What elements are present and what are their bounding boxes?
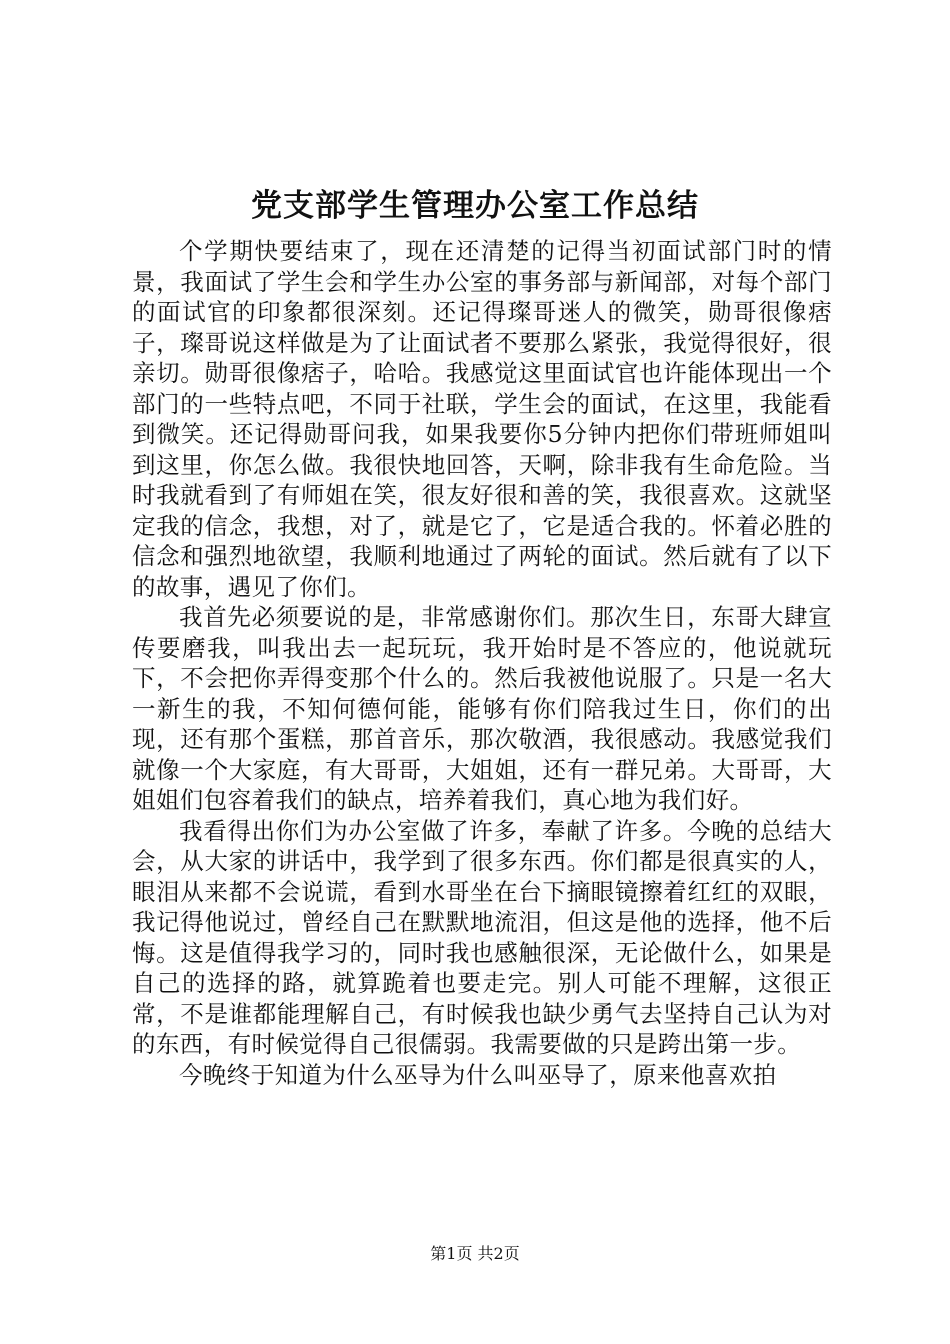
page-footer: 第1页 共2页 <box>430 1244 520 1263</box>
paragraph-2: 我首先必须要说的是，非常感谢你们。那次生日，东哥大肆宣传要磨我，叫我出去一起玩玩，我开始时是不答应的，他说就玩下，不会把你弄得变那个什么的。然后我被他说服了。只是一名大一新生的我，不知何德何能，能够有你们陪我过生日，你们的出现，还有那个蛋糕，那首音乐，那次敬酒，我很感动。我感觉我们就像一个大家庭，有大哥哥，大姐姐，还有一群兄弟。大哥哥，大姐姐们包容着我们的缺点，培养着我们，真心地为我们好。 <box>132 603 832 814</box>
paragraph-1: 个学期快要结束了，现在还清楚的记得当初面试部门时的情景，我面试了学生会和学生办公室的事务部与新闻部，对每个部门的面试官的印象都很深刻。还记得璨哥迷人的微笑，勋哥很像痞子，璨哥说这样做是为了让面试者不要那么紧张，我觉得很好，很亲切。勋哥很像痞子，哈哈。我感觉这里面试官也许能体现出一个部门的一些特点吧，不同于社联，学生会的面试，在这里，我能看到微笑。还记得勋哥问我，如果我要你5分钟内把你们带班师姐叫到这里，你怎么做。我很快地回答，天啊，除非我有生命危险。当时我就看到了有师姐在笑，很友好很和善的笑，我很喜欢。这就坚定我的信念，我想，对了，就是它了，它是适合我的。怀着必胜的信念和强烈地欲望，我顺利地通过了两轮的面试。然后就有了以下的故事，遇见了你们。 <box>132 237 832 601</box>
paragraph-4: 今晚终于知道为什么巫导为什么叫巫导了，原来他喜欢拍 <box>179 1060 777 1089</box>
document-title: 党支部学生管理办公室工作总结 <box>251 188 699 224</box>
document-body <box>132 236 832 1090</box>
paragraph-3: 我看得出你们为办公室做了许多，奉献了许多。今晚的总结大会，从大家的讲话中，我学到了很多东西。你们都是很真实的人，眼泪从来都不会说谎，看到水哥坐在台下摘眼镜擦着红红的双眼，我记得他说过，曾经自己在默默地流泪，但这是他的选择，他不后悔。这是值得我学习的，同时我也感触很深，无论做什么，如果是自己的选择的路，就算跪着也要走完。别人可能不理解，这很正常，不是谁都能理解自己，有时候我也缺少勇气去坚持自己认为对的东西，有时候觉得自己很儒弱。我需要做的只是跨出第一步。 <box>132 816 832 1058</box>
